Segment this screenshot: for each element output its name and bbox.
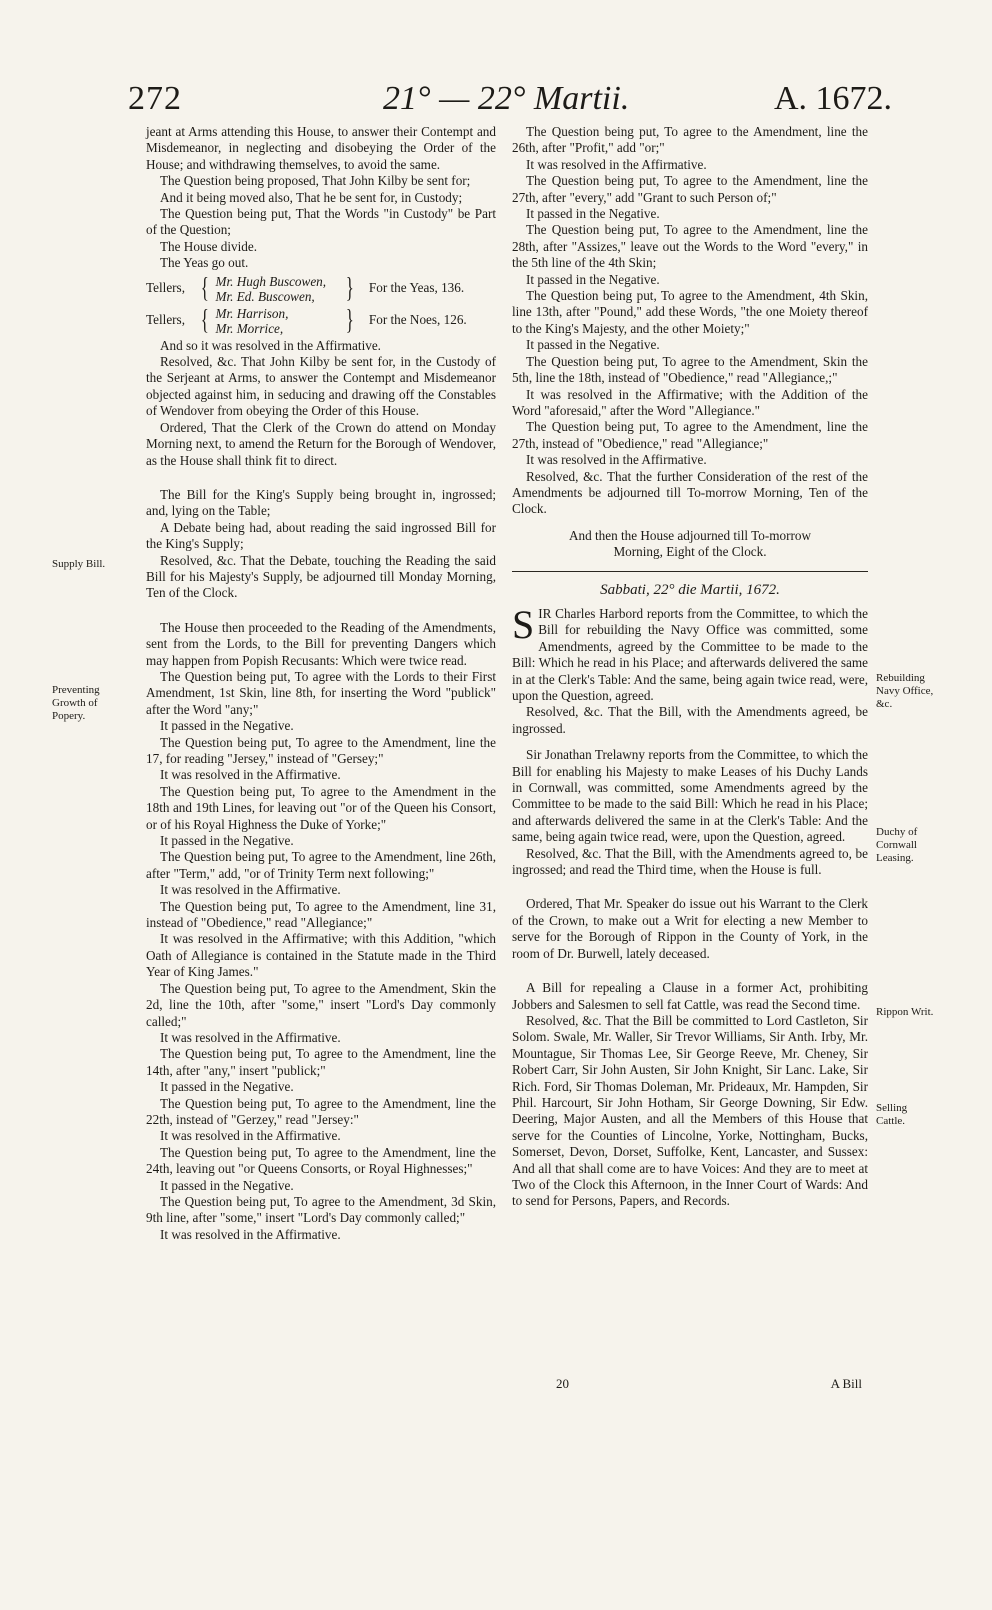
brace-icon: {: [200, 272, 209, 304]
tellers-label: Tellers,: [146, 280, 185, 296]
paragraph: It was resolved in the Affirmative.: [160, 767, 341, 783]
catchword: A Bill: [830, 1376, 862, 1391]
header-year: A. 1672.: [773, 80, 892, 117]
margin-note-duchy: Duchy of Cornwall Leasing.: [876, 826, 918, 864]
margin-note-navy-office: Rebuilding Navy Office, &c.: [876, 672, 934, 710]
paragraph: The Question being put, To agree to the Amendment, line 31, instead of "Obedience," read "Allegiance;": [146, 898, 496, 931]
paragraph: The Question being put, To agree to the Amendment, line the 26th, after "Profit," add "or;": [512, 124, 868, 156]
paragraph: The Question being put, To agree to the Amendment, Skin the 2d, line the 10th, after "some," insert "Lord's Day commonly called;": [146, 980, 496, 1029]
paragraph: The Question being put, To agree with the Lords to their First Amendment, 1st Skin, line 8th, for inserting the Word "publick" after the Word "any;": [146, 668, 496, 717]
page-header: [128, 80, 892, 130]
paragraph: The Question being put, To agree to the Amendment, line the 28th, after "Assizes," leave out the Words to the Word "every," in the 5th line of the 4th Skin;: [512, 222, 868, 271]
paragraph: It was resolved in the Affirmative; with the Addition of the Word "aforesaid," after the Word "Allegiance.": [512, 386, 868, 418]
brace-icon: {: [200, 304, 209, 336]
paragraph: jeant at Arms attending this House, to answer their Contempt and Misdemeanor, in neglecting and disobeying the Order of the House; and withdrawing themselves, to avoid the same.: [146, 124, 496, 172]
margin-note-cattle: Selling Cattle.: [876, 1102, 908, 1127]
header-date: 21° — 22° Martii.: [383, 80, 630, 117]
paragraph: Resolved, &c. That the further Consideration of the rest of the Amendments be adjourned till To-morrow Morning, Ten of the Clock.: [512, 468, 868, 517]
paragraph: The Question being put, To agree to the Amendment, line the 24th, leaving out "or Queens Consorts, or Royal Highnesses;": [146, 1144, 496, 1177]
paragraph: It passed in the Negative.: [160, 1177, 294, 1193]
tellers-result: For the Noes, 126.: [368, 312, 467, 328]
paragraph: It was resolved in the Affirmative; with this Addition, "which Oath of Allegiance is contained in the Statute made in the Third Year of King James.": [146, 931, 496, 980]
paragraph: The Question being proposed, That John Kilby be sent for;: [160, 173, 471, 189]
paragraph: Resolved, &c. That John Kilby be sent for, in the Custody of the Serjeant at Arms, to answer the Contempt and Misdemeanor objected against him, in seducing and drawing off the Constables of Wendover from obeying the Order of this House.: [146, 354, 496, 419]
paragraph: Resolved, &c. That the Debate, touching the Reading the said Bill for his Majesty's Supply, be adjourned till Monday Morning, Ten of the Clock.: [146, 552, 496, 601]
paragraph: The Question being put, To agree to the Amendment, line the 17, for reading "Jersey," instead of "Gersey;": [146, 734, 496, 766]
teller-name: Mr. Hugh Buscowen,: [215, 273, 327, 289]
paragraph: It passed in the Negative.: [526, 206, 660, 222]
paragraph: Resolved, &c. That the Bill, with the Amendments agreed to, be ingrossed; and read the Third time, when the House is full.: [512, 845, 868, 878]
teller-names: [215, 274, 343, 304]
paragraph: A Debate being had, about reading the said ingrossed Bill for the King's Supply;: [146, 519, 496, 552]
paragraph: [512, 601, 868, 704]
margin-note-rippon: Rippon Writ.: [876, 1006, 934, 1018]
paragraph: It was resolved in the Affirmative.: [160, 882, 341, 898]
adjournment-note: And then the House adjourned till To-morrow Morning, Eight of the Clock.: [568, 527, 812, 560]
paragraph: It passed in the Negative.: [526, 271, 660, 287]
paragraph: The Question being put, To agree to the Amendment, line the 22th, instead of "Gerzey," read "Jersey:": [146, 1095, 496, 1127]
paragraph: The Question being put, To agree to the Amendment, 4th Skin, line 13th, after "Pound," add these Words, "the one Moiety thereof to the King's Majesty, and the other Moiety;": [512, 288, 868, 336]
paragraph: The Question being put, To agree to the Amendment, line the 14th, after "any," insert "publick;": [146, 1046, 496, 1078]
left-column: [146, 124, 496, 1243]
paragraph: The Yeas go out.: [160, 255, 249, 271]
tellers-noes: [146, 306, 496, 336]
teller-name: Mr. Harrison,: [215, 305, 289, 321]
brace-icon: }: [346, 272, 355, 304]
teller-name: Mr. Morrice,: [215, 320, 284, 336]
paragraph: The House divide.: [160, 238, 258, 254]
paragraph: It was resolved in the Affirmative.: [160, 1029, 341, 1045]
teller-name: Mr. Ed. Buscowen,: [215, 288, 315, 304]
signature-mark: 20: [556, 1376, 569, 1391]
section-divider: [512, 571, 868, 572]
paragraph: It was resolved in the Affirmative.: [526, 452, 707, 468]
right-column: [512, 124, 868, 1210]
paragraph: It passed in the Negative.: [526, 337, 660, 353]
paragraph: The Question being put, To agree to the Amendment, line 26th, after "Term," add, "or of Trinity Term next following;": [146, 849, 496, 881]
brace-icon: }: [346, 304, 355, 336]
section-title: Sabbati, 22° die Martii, 1672.: [600, 581, 780, 598]
page-number: 272: [128, 80, 182, 117]
tellers-result: For the Yeas, 136.: [368, 280, 465, 296]
paragraph: Sir Jonathan Trelawny reports from the Committee, to which the Bill for enabling his Majesty to make Leases of his Duchy Lands in Cornwall, was committed, some Amendments agreed by the Committee to be made to the said Bill: Which he read in his Place; and afterwards delivered the same in at the Clerk's Table: And the same, being again twice read, were, upon the Question, agreed.: [512, 747, 868, 845]
tellers-label: Tellers,: [146, 312, 185, 328]
tellers-yeas: [146, 274, 496, 304]
paragraph: Resolved, &c. That the Bill, with the Amendments agreed, be ingrossed.: [512, 704, 868, 736]
margin-note-popery: Preventing Growth of Popery.: [52, 684, 100, 722]
paragraph: A Bill for repealing a Clause in a former Act, prohibiting Jobbers and Salesmen to sell fat Cattle, was read the Second time.: [512, 980, 868, 1012]
paragraph: It was resolved in the Affirmative.: [160, 1226, 341, 1242]
paragraph: It was resolved in the Affirmative.: [160, 1128, 341, 1144]
paragraph: The Question being put, To agree to the Amendment, line the 27th, after "every," add "Grant to such Person of;": [512, 173, 868, 205]
paragraph: The Question being put, To agree to the Amendment in the 18th and 19th Lines, for leaving out "or of the Queen his Consort, or of his Royal Highness the Duke of Yorke;": [146, 783, 496, 832]
paragraph: Resolved, &c. That the Bill be committed to Lord Castleton, Sir Solom. Swale, Mr. Waller, Sir Trevor Williams, Sir Anth. Irby, Mr. Mountague, Sir Thomas Lee, Sir George Reeve, Mr. Cheney, Sir Robert Carr, Sir John Austen, Sir John Knight, Sir Lanc. Lake, Sir Rich. Ford, Sir Thomas Doleman, Mr. Prideaux, Mr. Hampden, Sir Phil. Harcourt, Sir John Hotham, Sir George Downing, Sir Edw. Deering, Major Austen, and all the Members of this House that serve for the Counties of Lincolne, Yorke, Nottingham, Bucks, Somerset, Devon, Dorset, Suffolke, Kent, Lancaster, and Sussex: And all that shall come are to have Voices: And they are to meet at Two of the Clock this Afternoon, in the Inner Court of Wards: And to send for Persons, Papers, and Records.: [512, 1012, 868, 1209]
paragraph: The Bill for the King's Supply being brought in, ingrossed; and, lying on the Table;: [146, 486, 496, 519]
paragraph: The Question being put, To agree to the Amendment, 3d Skin, 9th line, after "some," insert "Lord's Day commonly called;": [146, 1193, 496, 1226]
paragraph: And it being moved also, That he be sent for, in Custody;: [160, 189, 463, 205]
teller-names: [215, 306, 343, 336]
paragraph: Ordered, That the Clerk of the Crown do attend on Monday Morning next, to amend the Return for the Borough of Wendover, as the House shall think fit to direct.: [146, 419, 496, 468]
paragraph: The Question being put, To agree to the Amendment, line the 27th, instead of "Obedience," read "Allegiance;": [512, 419, 868, 451]
paragraph: Ordered, That Mr. Speaker do issue out his Warrant to the Clerk of the Crown, to make out a Writ for electing a new Member to serve for the Borough of Rippon in the County of York, in the room of Dr. Burwell, lately deceased.: [512, 896, 868, 961]
paragraph-text: IR Charles Harbord reports from the Committee, to which the Bill for rebuilding the Navy Office was committed, some Amendments, agreed by the Committee to be made to the Bill: Which he read in his Place; and afterwards delivered the same in at the Clerk's Table: And the same, being again twice read, were, upon the Question, agreed.: [512, 605, 868, 703]
page-footer: [128, 1376, 892, 1400]
margin-note-supply-bill: Supply Bill.: [52, 558, 106, 570]
paragraph: The Question being put, To agree to the Amendment, Skin the 5th, line the 18th, instead of "Obedience," read "Allegiance,;": [512, 353, 868, 386]
paragraph: The House then proceeded to the Reading of the Amendments, sent from the Lords, to the Bill for preventing Dangers which may happen from Popish Recusants: Which were twice read.: [146, 619, 496, 668]
paragraph: It passed in the Negative.: [160, 718, 294, 734]
paragraph: The Question being put, That the Words "in Custody" be Part of the Question;: [146, 206, 496, 238]
paragraph: And so it was resolved in the Affirmative.: [160, 337, 381, 353]
paragraph: It passed in the Negative.: [160, 833, 294, 849]
drop-cap: S: [512, 601, 535, 647]
paragraph: It was resolved in the Affirmative.: [526, 156, 707, 172]
paragraph: It passed in the Negative.: [160, 1079, 294, 1095]
